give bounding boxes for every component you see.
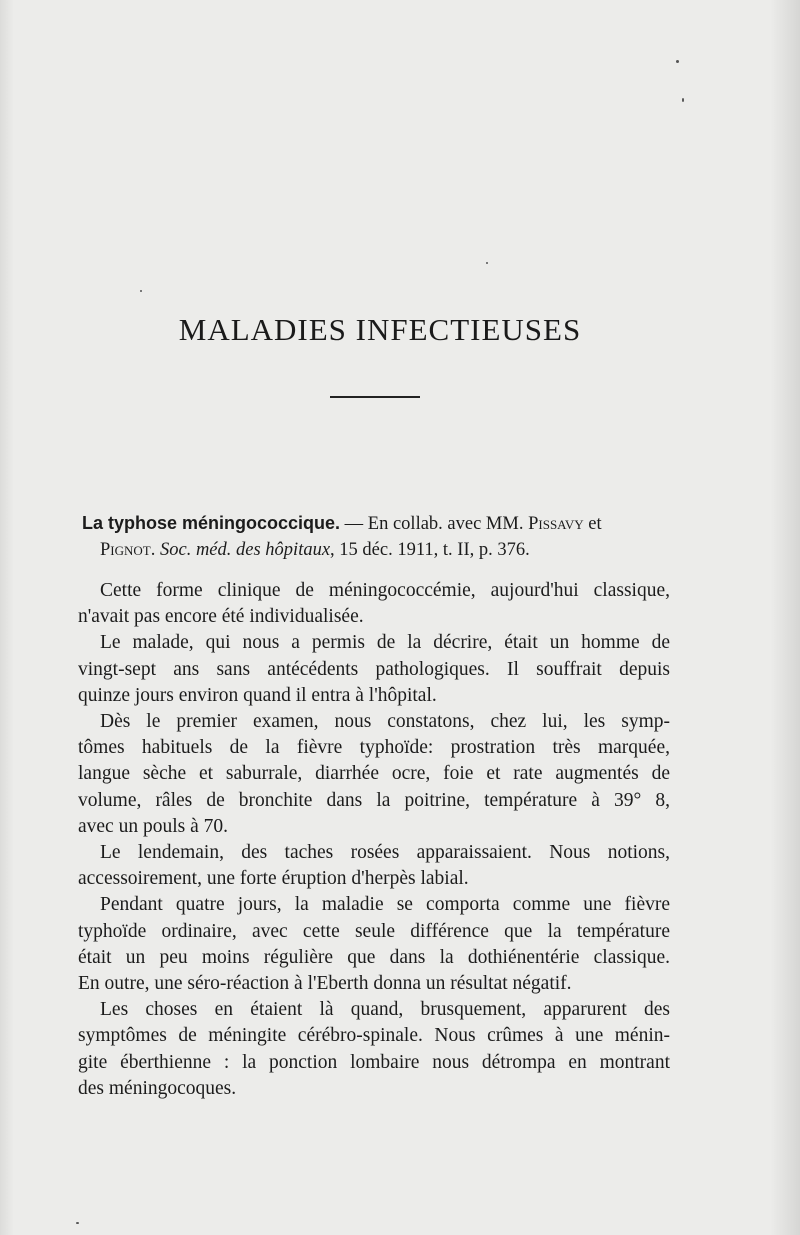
separator: . bbox=[150, 540, 160, 560]
paragraph bbox=[78, 892, 670, 997]
text-line: langue sèche et saburrale, diarrhée ocre, foie et rate augmentés de bbox=[78, 763, 670, 785]
text-line: Le malade, qui nous a permis de la décrire, était un homme de bbox=[100, 632, 670, 654]
author-name: Pissavy bbox=[528, 514, 584, 534]
text-line: Pendant quatre jours, la maladie se comporta comme une fièvre bbox=[100, 894, 670, 916]
text-line: tômes habituels de la fièvre typhoïde: prostration très marquée, bbox=[78, 737, 670, 759]
conjunction: et bbox=[583, 514, 602, 534]
text-line: était un peu moins régulière que dans la dothiénentérie classique. bbox=[78, 946, 670, 968]
text-line: volume, râles de bronchite dans la poitrine, température à 39° 8, bbox=[78, 789, 670, 811]
citation-continuation bbox=[82, 537, 682, 563]
text-line: Le lendemain, des taches rosées apparaissaient. Nous notions, bbox=[100, 842, 670, 864]
author-name: Pignot bbox=[100, 540, 151, 560]
text-line: quinze jours environ quand il entra à l'hôpital. bbox=[78, 684, 437, 706]
text-line: Les choses en étaient là quand, brusquement, apparurent des bbox=[100, 999, 670, 1021]
title-divider bbox=[330, 396, 420, 398]
text-line: n'avait pas encore été individualisée. bbox=[78, 606, 364, 628]
article-body bbox=[78, 578, 670, 1102]
text-line: En outre, une séro-réaction à l'Eberth donna un résultat négatif. bbox=[78, 973, 572, 995]
publication-details: , 15 déc. 1911, t. II, p. 376. bbox=[330, 540, 530, 560]
text-line: accessoirement, une forte éruption d'herpès labial. bbox=[78, 868, 469, 890]
paragraph bbox=[78, 709, 670, 840]
citation-block bbox=[82, 510, 682, 563]
collab-text: — En collab. avec MM. bbox=[340, 514, 529, 534]
paragraph bbox=[78, 578, 670, 630]
scan-speck bbox=[676, 60, 679, 63]
text-line: symptômes de méningite cérébro-spinale. Nous crûmes à une ménin- bbox=[78, 1025, 670, 1047]
text-line: Cette forme clinique de méningococcémie, aujourd'hui classique, bbox=[100, 580, 670, 601]
text-line: Dès le premier examen, nous constatons, chez lui, les symp- bbox=[100, 711, 670, 733]
text-line: vingt-sept ans sans antécédents pathologiques. Il souffrait depuis bbox=[78, 658, 670, 680]
scan-speck bbox=[486, 262, 488, 264]
paragraph bbox=[78, 840, 670, 892]
scan-speck bbox=[682, 98, 684, 102]
paragraph bbox=[78, 997, 670, 1102]
text-line: des méningocoques. bbox=[78, 1077, 237, 1099]
scan-speck bbox=[76, 1222, 79, 1224]
scan-speck bbox=[140, 290, 142, 292]
journal-name: Soc. méd. des hôpitaux bbox=[159, 540, 331, 560]
text-line: typhoïde ordinaire, avec cette seule différence que la température bbox=[78, 920, 670, 942]
page-title: MALADIES INFECTIEUSES bbox=[178, 312, 582, 347]
text-line: gite éberthienne : la ponction lombaire nous détrompa en montrant bbox=[78, 1051, 670, 1073]
article-title: La typhose méningococcique. bbox=[82, 513, 341, 533]
paragraph bbox=[78, 630, 670, 709]
text-line: avec un pouls à 70. bbox=[78, 815, 229, 837]
